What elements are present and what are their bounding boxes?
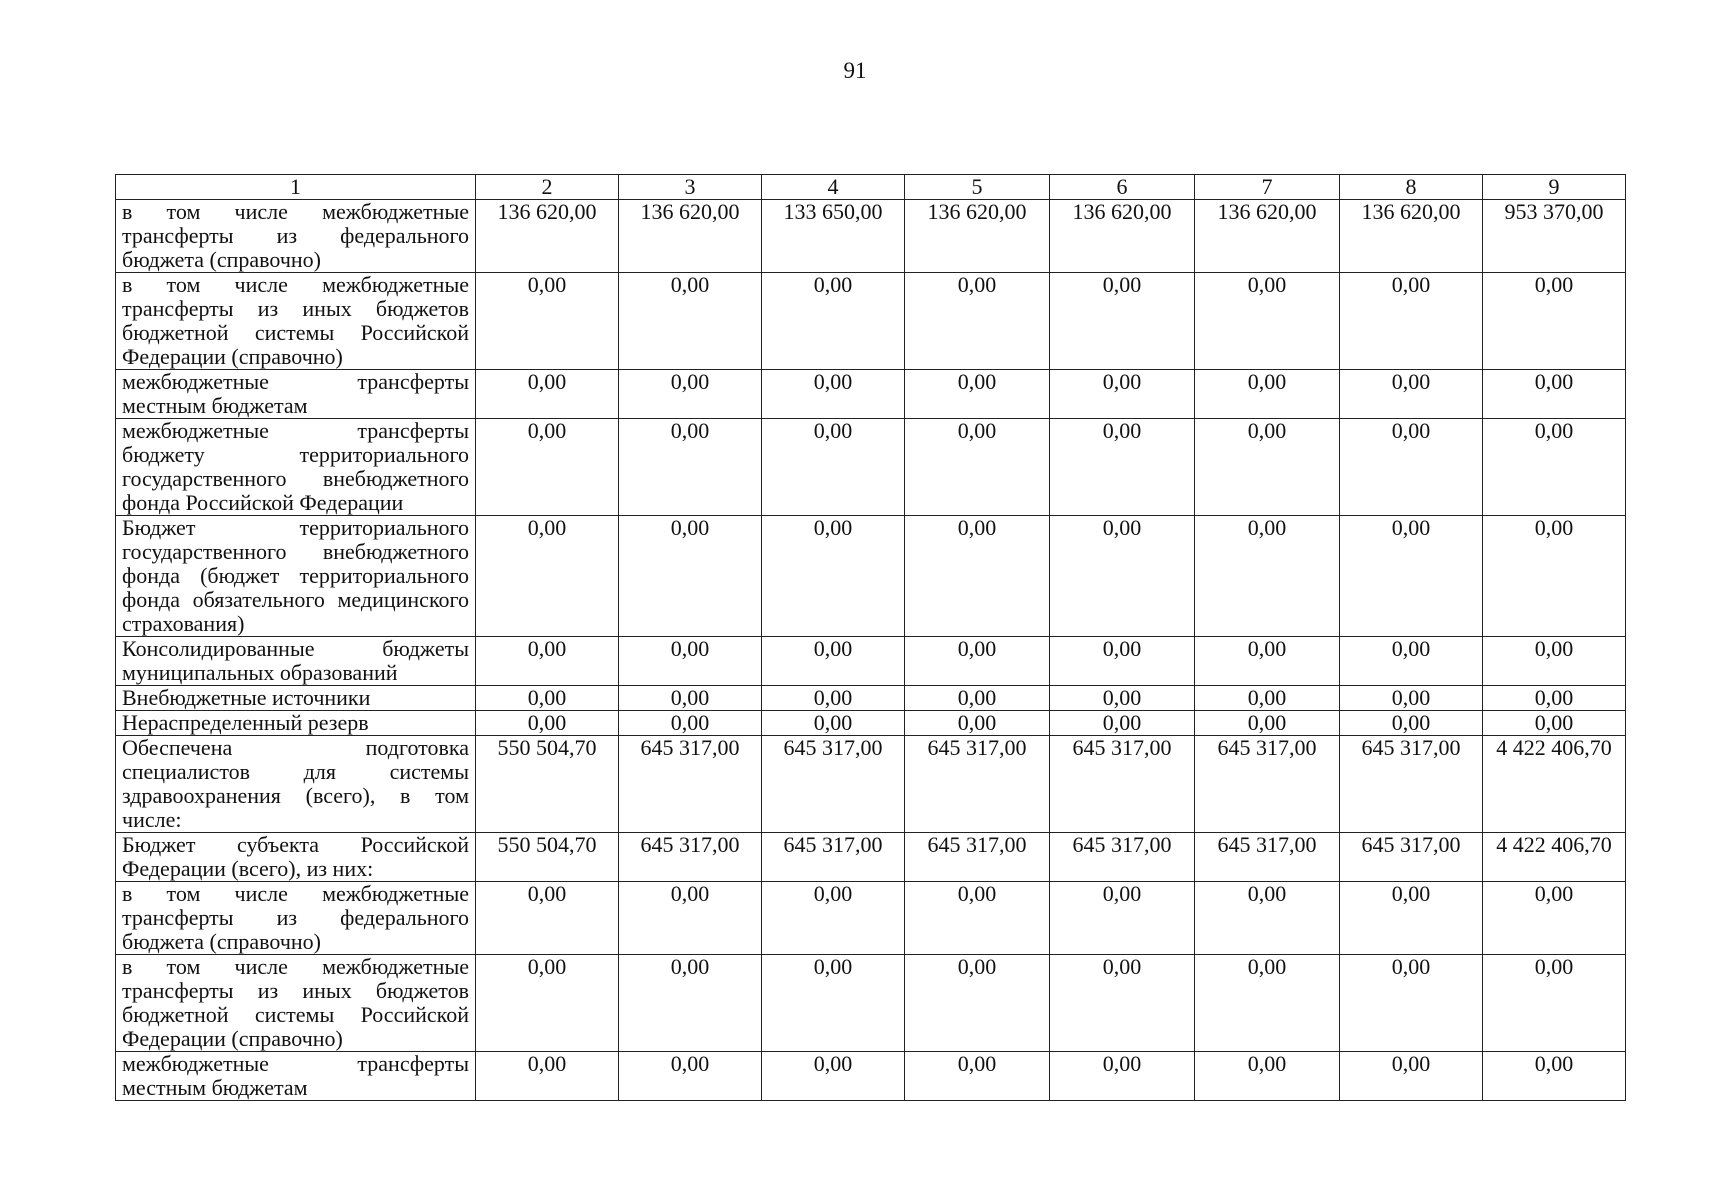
row-label: Бюджет субъекта Российской Федерации (всего), из них: bbox=[116, 833, 476, 882]
value-cell: 0,00 bbox=[1195, 370, 1340, 419]
value-cell: 550 504,70 bbox=[476, 833, 619, 882]
row-label: в том числе межбюджетные трансферты из федерального бюджета (справочно) bbox=[116, 882, 476, 955]
value-cell: 133 650,00 bbox=[762, 200, 905, 273]
value-cell: 0,00 bbox=[762, 882, 905, 955]
value-cell: 0,00 bbox=[762, 273, 905, 370]
value-cell: 0,00 bbox=[1483, 637, 1626, 686]
value-cell: 645 317,00 bbox=[1195, 736, 1340, 833]
value-cell: 0,00 bbox=[619, 516, 762, 637]
row-label: Консолидированные бюджеты муниципальных образований bbox=[116, 637, 476, 686]
value-cell: 645 317,00 bbox=[1340, 833, 1483, 882]
value-cell: 0,00 bbox=[619, 273, 762, 370]
value-cell: 0,00 bbox=[762, 1052, 905, 1101]
value-cell: 0,00 bbox=[905, 516, 1050, 637]
value-cell: 0,00 bbox=[1483, 1052, 1626, 1101]
table-row bbox=[116, 1052, 1626, 1101]
column-header: 8 bbox=[1340, 175, 1483, 200]
value-cell: 0,00 bbox=[619, 882, 762, 955]
value-cell: 0,00 bbox=[619, 686, 762, 711]
column-header: 6 bbox=[1050, 175, 1195, 200]
column-header: 1 bbox=[116, 175, 476, 200]
value-cell: 0,00 bbox=[1195, 882, 1340, 955]
row-label: в том числе межбюджетные трансферты из иных бюджетов бюджетной системы Российской Федерации (справочно) bbox=[116, 955, 476, 1052]
value-cell: 0,00 bbox=[476, 882, 619, 955]
value-cell: 0,00 bbox=[476, 955, 619, 1052]
value-cell: 0,00 bbox=[1195, 273, 1340, 370]
value-cell: 550 504,70 bbox=[476, 736, 619, 833]
value-cell: 0,00 bbox=[619, 370, 762, 419]
value-cell: 0,00 bbox=[762, 516, 905, 637]
value-cell: 645 317,00 bbox=[1050, 736, 1195, 833]
value-cell: 136 620,00 bbox=[476, 200, 619, 273]
value-cell: 953 370,00 bbox=[1483, 200, 1626, 273]
row-label: Обеспечена подготовка специалистов для системы здравоохранения (всего), в том числе: bbox=[116, 736, 476, 833]
table-row bbox=[116, 516, 1626, 637]
value-cell: 0,00 bbox=[1050, 370, 1195, 419]
column-header: 2 bbox=[476, 175, 619, 200]
value-cell: 0,00 bbox=[1195, 686, 1340, 711]
value-cell: 136 620,00 bbox=[1195, 200, 1340, 273]
table-row bbox=[116, 882, 1626, 955]
value-cell: 0,00 bbox=[1195, 955, 1340, 1052]
row-label: межбюджетные трансферты местным бюджетам bbox=[116, 1052, 476, 1101]
table-row bbox=[116, 637, 1626, 686]
value-cell: 0,00 bbox=[476, 516, 619, 637]
budget-table bbox=[115, 174, 1626, 1101]
row-label: Нераспределенный резерв bbox=[116, 711, 476, 736]
row-label: в том числе межбюджетные трансферты из федерального бюджета (справочно) bbox=[116, 200, 476, 273]
value-cell: 0,00 bbox=[476, 1052, 619, 1101]
value-cell: 0,00 bbox=[1195, 711, 1340, 736]
table-row bbox=[116, 711, 1626, 736]
table-row bbox=[116, 419, 1626, 516]
value-cell: 0,00 bbox=[1483, 955, 1626, 1052]
value-cell: 0,00 bbox=[619, 711, 762, 736]
value-cell: 0,00 bbox=[1050, 419, 1195, 516]
value-cell: 0,00 bbox=[905, 370, 1050, 419]
value-cell: 0,00 bbox=[905, 882, 1050, 955]
table-row bbox=[116, 686, 1626, 711]
value-cell: 0,00 bbox=[905, 419, 1050, 516]
row-label: Бюджет территориального государственного внебюджетного фонда (бюджет территориального фонда обязательного медицинского страхования) bbox=[116, 516, 476, 637]
value-cell: 0,00 bbox=[762, 419, 905, 516]
value-cell: 0,00 bbox=[1050, 955, 1195, 1052]
value-cell: 645 317,00 bbox=[1340, 736, 1483, 833]
value-cell: 0,00 bbox=[1483, 273, 1626, 370]
value-cell: 0,00 bbox=[1050, 711, 1195, 736]
value-cell: 0,00 bbox=[1340, 370, 1483, 419]
table-row bbox=[116, 955, 1626, 1052]
value-cell: 0,00 bbox=[1340, 419, 1483, 516]
value-cell: 0,00 bbox=[619, 955, 762, 1052]
column-header: 4 bbox=[762, 175, 905, 200]
value-cell: 0,00 bbox=[905, 273, 1050, 370]
table-row bbox=[116, 200, 1626, 273]
value-cell: 0,00 bbox=[1050, 1052, 1195, 1101]
value-cell: 0,00 bbox=[1050, 686, 1195, 711]
value-cell: 136 620,00 bbox=[1050, 200, 1195, 273]
row-label: межбюджетные трансферты бюджету территориального государственного внебюджетного фонда Российской Федерации bbox=[116, 419, 476, 516]
value-cell: 136 620,00 bbox=[905, 200, 1050, 273]
value-cell: 4 422 406,70 bbox=[1483, 736, 1626, 833]
value-cell: 0,00 bbox=[762, 711, 905, 736]
value-cell: 0,00 bbox=[1340, 711, 1483, 736]
value-cell: 0,00 bbox=[1340, 955, 1483, 1052]
value-cell: 0,00 bbox=[1195, 1052, 1340, 1101]
value-cell: 0,00 bbox=[762, 637, 905, 686]
value-cell: 0,00 bbox=[905, 1052, 1050, 1101]
value-cell: 0,00 bbox=[476, 419, 619, 516]
column-header: 5 bbox=[905, 175, 1050, 200]
value-cell: 0,00 bbox=[1340, 516, 1483, 637]
value-cell: 0,00 bbox=[762, 370, 905, 419]
value-cell: 645 317,00 bbox=[905, 833, 1050, 882]
table-row bbox=[116, 736, 1626, 833]
value-cell: 0,00 bbox=[1483, 711, 1626, 736]
row-label: в том числе межбюджетные трансферты из иных бюджетов бюджетной системы Российской Федерации (справочно) bbox=[116, 273, 476, 370]
value-cell: 0,00 bbox=[1340, 686, 1483, 711]
column-header: 3 bbox=[619, 175, 762, 200]
value-cell: 645 317,00 bbox=[619, 736, 762, 833]
column-header: 7 bbox=[1195, 175, 1340, 200]
value-cell: 0,00 bbox=[619, 637, 762, 686]
header-row bbox=[116, 175, 1626, 200]
value-cell: 136 620,00 bbox=[1340, 200, 1483, 273]
row-label: Внебюджетные источники bbox=[116, 686, 476, 711]
value-cell: 0,00 bbox=[1195, 637, 1340, 686]
value-cell: 0,00 bbox=[1483, 882, 1626, 955]
value-cell: 0,00 bbox=[476, 711, 619, 736]
value-cell: 0,00 bbox=[1340, 882, 1483, 955]
value-cell: 0,00 bbox=[1050, 882, 1195, 955]
value-cell: 645 317,00 bbox=[619, 833, 762, 882]
value-cell: 0,00 bbox=[905, 955, 1050, 1052]
table-row bbox=[116, 273, 1626, 370]
table-row bbox=[116, 833, 1626, 882]
column-header: 9 bbox=[1483, 175, 1626, 200]
value-cell: 0,00 bbox=[1483, 419, 1626, 516]
value-cell: 0,00 bbox=[476, 370, 619, 419]
value-cell: 645 317,00 bbox=[905, 736, 1050, 833]
row-label: межбюджетные трансферты местным бюджетам bbox=[116, 370, 476, 419]
value-cell: 0,00 bbox=[905, 637, 1050, 686]
value-cell: 0,00 bbox=[1050, 637, 1195, 686]
value-cell: 645 317,00 bbox=[762, 833, 905, 882]
value-cell: 0,00 bbox=[476, 273, 619, 370]
value-cell: 0,00 bbox=[1050, 516, 1195, 637]
value-cell: 4 422 406,70 bbox=[1483, 833, 1626, 882]
value-cell: 0,00 bbox=[1195, 419, 1340, 516]
value-cell: 0,00 bbox=[1483, 686, 1626, 711]
value-cell: 0,00 bbox=[1195, 516, 1340, 637]
value-cell: 645 317,00 bbox=[1195, 833, 1340, 882]
value-cell: 0,00 bbox=[1050, 273, 1195, 370]
value-cell: 0,00 bbox=[1340, 1052, 1483, 1101]
value-cell: 136 620,00 bbox=[619, 200, 762, 273]
value-cell: 645 317,00 bbox=[762, 736, 905, 833]
value-cell: 0,00 bbox=[1483, 370, 1626, 419]
value-cell: 0,00 bbox=[1483, 516, 1626, 637]
page-number: 91 bbox=[843, 58, 867, 83]
value-cell: 0,00 bbox=[762, 955, 905, 1052]
value-cell: 0,00 bbox=[619, 1052, 762, 1101]
value-cell: 0,00 bbox=[619, 419, 762, 516]
value-cell: 0,00 bbox=[762, 686, 905, 711]
value-cell: 0,00 bbox=[1340, 637, 1483, 686]
value-cell: 0,00 bbox=[1340, 273, 1483, 370]
value-cell: 0,00 bbox=[905, 711, 1050, 736]
value-cell: 0,00 bbox=[476, 686, 619, 711]
value-cell: 645 317,00 bbox=[1050, 833, 1195, 882]
value-cell: 0,00 bbox=[905, 686, 1050, 711]
value-cell: 0,00 bbox=[476, 637, 619, 686]
table-row bbox=[116, 370, 1626, 419]
table-body bbox=[116, 200, 1626, 1101]
